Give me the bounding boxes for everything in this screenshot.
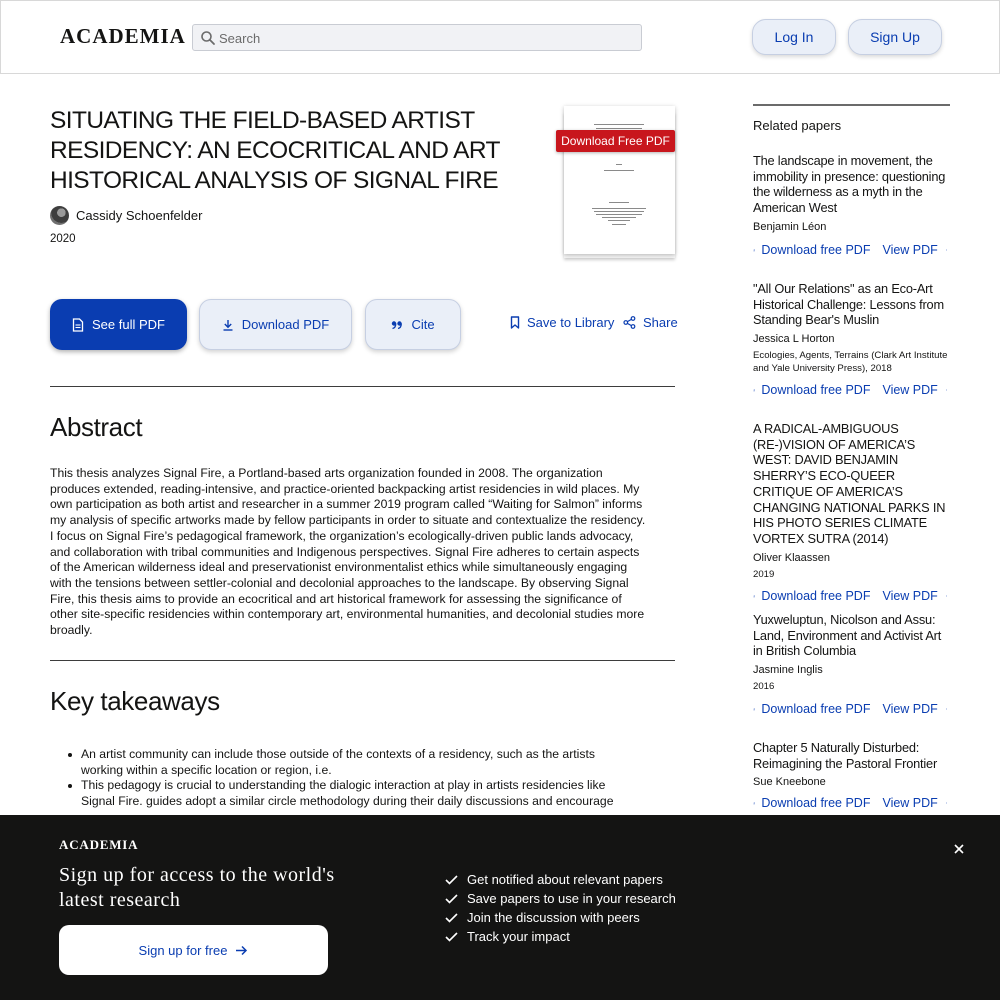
related-paper-author[interactable]: Jasmine Inglis (753, 664, 823, 677)
chevron-right-icon[interactable] (946, 245, 947, 255)
download-pdf-label: Download PDF (241, 317, 330, 332)
benefit-item (445, 889, 676, 908)
paper-title: SITUATING THE FIELD-BASED ARTIST RESIDENCY: AN ECOCRITICAL AND ART HISTORICAL ANALYSIS OF SIGNAL FIRE (50, 107, 500, 194)
download-icon (753, 244, 755, 256)
takeaway-item: This pedagogy is crucial to understanding the dialogic interaction at play in artists residencies like Signal Fire. guides adopt a similar circle methodology during their daily discussions and encourage (81, 778, 621, 809)
view-pdf-link[interactable]: View PDF (882, 701, 938, 716)
chevron-right-icon[interactable] (946, 798, 947, 808)
view-pdf-link[interactable]: View PDF (882, 242, 938, 257)
cite-button[interactable] (365, 299, 461, 350)
view-pdf-link[interactable]: View PDF (882, 796, 938, 811)
benefit-label: Get notified about relevant papers (467, 872, 663, 887)
document-icon (72, 318, 84, 332)
abstract-heading: Abstract (50, 412, 143, 442)
divider (50, 660, 675, 661)
share-button[interactable] (623, 315, 678, 330)
related-paper-title[interactable]: Yuxweluptun, Nicolson and Assu: Land, Environment and Activist Art in British Columbia (753, 612, 942, 659)
academia-logo[interactable]: ACADEMIA (60, 24, 186, 48)
see-full-pdf-button[interactable] (50, 299, 187, 350)
author-row[interactable] (50, 206, 202, 225)
divider (50, 386, 675, 387)
download-free-pdf-link[interactable]: Download free PDF (761, 383, 871, 398)
takeaway-item: An artist community can include those outside of the contexts of a residency, such as the artists working within a specific location or region, i.e. (81, 747, 621, 778)
related-paper-author[interactable]: Sue Kneebone (753, 776, 826, 789)
related-paper-meta: Ecologies, Agents, Terrains (Clark Art Institute and Yale University Press), 2018 (753, 350, 948, 374)
benefit-label: Save papers to use in your research (467, 891, 676, 906)
related-paper-item (753, 612, 953, 716)
check-icon (445, 932, 458, 942)
chevron-right-icon[interactable] (946, 704, 947, 714)
related-paper-links (753, 383, 953, 397)
related-paper-title[interactable]: Chapter 5 Naturally Disturbed: Reimagining the Pastoral Frontier (753, 740, 938, 771)
related-papers-heading: Related papers (753, 118, 842, 133)
bookmark-icon (510, 316, 520, 329)
related-paper-links (753, 243, 953, 257)
save-to-library-button[interactable] (510, 315, 614, 330)
benefit-label: Join the discussion with peers (467, 910, 640, 925)
related-paper-item (753, 421, 953, 603)
related-paper-author[interactable]: Benjamin Léon (753, 220, 827, 233)
save-to-library-label: Save to Library (527, 315, 615, 330)
abstract-text: This thesis analyzes Signal Fire, a Portland-based arts organization founded in 2008. The organization produces extended, reading-intensive, and practice-oriented backpacking artist residencies in wild places. My own participation as both artist and researcher in a summer 2019 program called “Waiting for Salmon” informs my analysis of specific artworks made by fellow participants in order to situate and contextualize the residency. I focus on Signal Fire’s pedagogical framework, the organization’s ecologically-driven public lands advocacy, and collaboration with tribal communities and Indigenous perspectives. Signal Fire adheres to certain aspects of the American wilderness ideal and preservationist environmentalist ethics while simultaneously engaging with the tensions between settler-colonial and decolonial approaches to the landscape. By observing Signal Fire, this thesis aims to provide an ecocritical and art historical framework for assessing the significance of other site-specific residencies within contemporary art, environmental humanities, and decolonial studies more broadly. (50, 466, 646, 638)
search-input[interactable] (219, 28, 629, 48)
thumbnail-page (564, 106, 675, 254)
quote-icon (391, 320, 403, 330)
search-box[interactable] (192, 24, 642, 51)
view-pdf-link[interactable]: View PDF (882, 383, 938, 398)
related-paper-links (753, 796, 953, 810)
related-paper-item (753, 281, 953, 397)
download-free-pdf-link[interactable]: Download free PDF (761, 701, 871, 716)
download-icon (753, 797, 755, 809)
banner-headline: Sign up for access to the world's latest research (59, 864, 335, 911)
related-paper-item (753, 740, 953, 810)
paper-thumbnail[interactable] (564, 106, 675, 258)
signup-banner (0, 815, 1000, 1000)
share-icon (623, 316, 636, 329)
close-icon[interactable] (952, 842, 966, 856)
sign-up-for-free-label: Sign up for free (138, 942, 228, 958)
sidebar-divider (753, 104, 950, 106)
related-paper-links (753, 589, 953, 603)
related-paper-title[interactable]: "All Our Relations" as an Eco-Art Historical Challenge: Lessons from Standing Bear's Muslin (753, 281, 944, 328)
download-free-pdf-link[interactable]: Download free PDF (761, 242, 871, 257)
signup-button[interactable]: Sign Up (848, 19, 942, 55)
chevron-right-icon[interactable] (946, 385, 947, 395)
related-paper-author[interactable]: Jessica L Horton (753, 333, 835, 346)
related-paper-links (753, 702, 953, 716)
author-name[interactable]: Cassidy Schoenfelder (76, 208, 203, 223)
download-free-pdf-badge[interactable]: Download Free PDF (556, 130, 675, 152)
download-icon (753, 703, 755, 715)
key-takeaways-list (81, 747, 621, 810)
login-button[interactable]: Log In (752, 19, 836, 55)
related-paper-year: 2019 (753, 568, 775, 580)
chevron-right-icon[interactable] (946, 591, 947, 601)
related-paper-title[interactable]: The landscape in movement, the immobility in presence: questioning the wilderness as a myth in the American West (753, 153, 946, 216)
publication-year: 2020 (50, 233, 76, 245)
arrow-right-icon (235, 945, 248, 956)
download-free-pdf-link[interactable]: Download free PDF (761, 796, 871, 811)
search-icon (200, 30, 216, 46)
sign-up-for-free-button[interactable] (59, 925, 328, 975)
download-free-pdf-link[interactable]: Download free PDF (761, 589, 871, 604)
share-label: Share (643, 315, 678, 330)
download-icon (753, 384, 755, 396)
banner-logo: ACADEMIA (59, 837, 139, 852)
related-paper-title[interactable]: A RADICAL-AMBIGUOUS (RE-)VISION OF AMERICA’S WEST: DAVID BENJAMIN SHERRY’S ECO-QUEER CRITIQUE OF AMERICA’S CHANGING NATIONAL PARKS IN HIS PHOTO SERIES CLIMATE VORTEX SUTRA (2014) (753, 421, 946, 546)
view-pdf-link[interactable]: View PDF (882, 589, 938, 604)
related-paper-item (753, 153, 953, 257)
benefit-item (445, 908, 676, 927)
benefits-list (445, 870, 676, 946)
check-icon (445, 875, 458, 885)
download-icon (222, 319, 234, 331)
download-pdf-button[interactable] (199, 299, 352, 350)
related-paper-year: 2016 (753, 681, 775, 693)
check-icon (445, 913, 458, 923)
benefit-item (445, 870, 676, 889)
benefit-item (445, 927, 676, 946)
top-header (0, 0, 1000, 74)
key-takeaways-heading: Key takeaways (50, 686, 220, 716)
download-icon (753, 590, 755, 602)
cite-label: Cite (411, 317, 435, 332)
benefit-label: Track your impact (467, 929, 570, 944)
avatar[interactable] (50, 206, 69, 225)
see-full-pdf-label: See full PDF (92, 317, 165, 332)
related-paper-author[interactable]: Oliver Klaassen (753, 551, 831, 564)
check-icon (445, 894, 458, 904)
